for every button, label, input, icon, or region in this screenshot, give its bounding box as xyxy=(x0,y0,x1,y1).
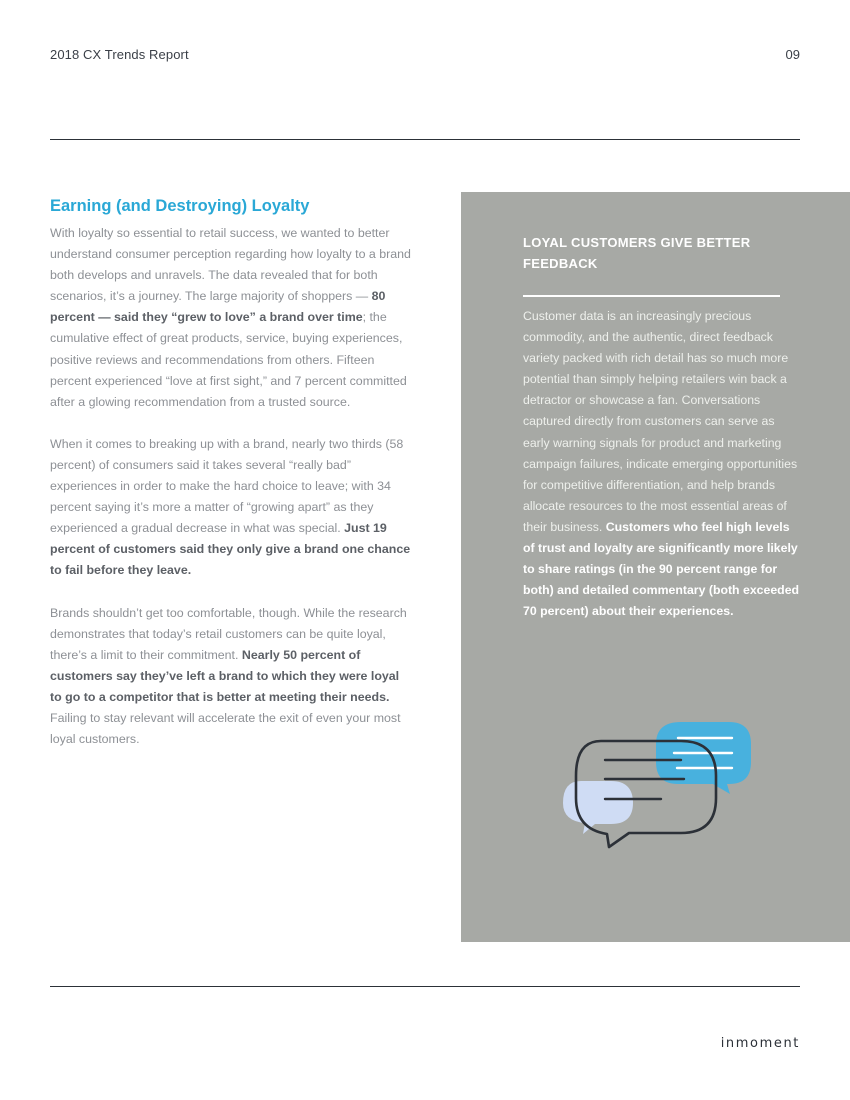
body-text: When it comes to breaking up with a brand, nearly two thirds (58 percent) of consumers said it takes several “really bad” experiences in order to make the hard choice to leave; with 34 percent saying it’s more a matter of “growing apart” as they experienced a gradual decrease in what was special. xyxy=(50,436,404,536)
emphasis-text: 80 percent — said they “grew to love” a brand over time xyxy=(50,289,386,325)
body-text: Customer data is an increasingly precious commodity, and the authentic, direct feedback variety packed with rich detail has so much more potential than simply helping retailers win back a detractor or showcase a fan. Conversations captured directly from customers can serve as early warning signals for product and marketing campaign failures, indicate emerging opportunities for competitive differentiation, and help brands allocate resources to the most essential areas of their business. xyxy=(523,309,798,534)
inmoment-logo: inmoment xyxy=(720,1036,800,1051)
report-title: 2018 CX Trends Report xyxy=(50,47,189,62)
chat-bubbles-icon xyxy=(561,717,756,857)
sidebar-body xyxy=(523,306,803,622)
section-title: Earning (and Destroying) Loyalty xyxy=(50,197,310,215)
sidebar-title: LOYAL CUSTOMERS GIVE BETTER FEEDBACK xyxy=(523,235,751,271)
callout-sidebar xyxy=(461,192,850,942)
sidebar-divider xyxy=(523,295,780,297)
body-text: Brands shouldn’t get too comfortable, though. While the research demonstrates that today’s retail customers can be quite loyal, there’s a limit to their commitment. xyxy=(50,605,407,662)
body-text: With loyalty so essential to retail success, we wanted to better understand consumer perception regarding how loyalty to a brand both develops and unravels. The data revealed that for both scenarios, it’s a journey. The large majority of shoppers — xyxy=(50,226,411,304)
body-text: ; the cumulative effect of great products, service, buying experiences, positive reviews and recommendations from others. Fifteen percent experienced “love at first sight,” and 7 percent committed after a glowing recommendation from a trusted source. xyxy=(50,310,407,409)
emphasis-text: Customers who feel high levels of trust and loyalty are significantly more likely to share ratings (in the 90 percent range for both) and detailed commentary (both exceeded 70 percent) about their experiences. xyxy=(523,519,800,619)
footer-divider xyxy=(50,986,800,987)
emphasis-text: Just 19 percent of customers said they only give a brand one chance to fail before they leave. xyxy=(50,521,411,578)
emphasis-text: Nearly 50 percent of customers say they’ve left a brand to which they were loyal to go to a competitor that is better at meeting their needs. xyxy=(50,647,400,704)
body-paragraph xyxy=(50,434,412,582)
body-paragraph xyxy=(50,223,412,413)
header-divider xyxy=(50,139,800,140)
page-number: 09 xyxy=(785,47,800,62)
body-text: Failing to stay relevant will accelerate the exit of even your most loyal customers. xyxy=(50,710,401,747)
main-column xyxy=(50,195,412,771)
body-paragraph xyxy=(50,603,412,751)
